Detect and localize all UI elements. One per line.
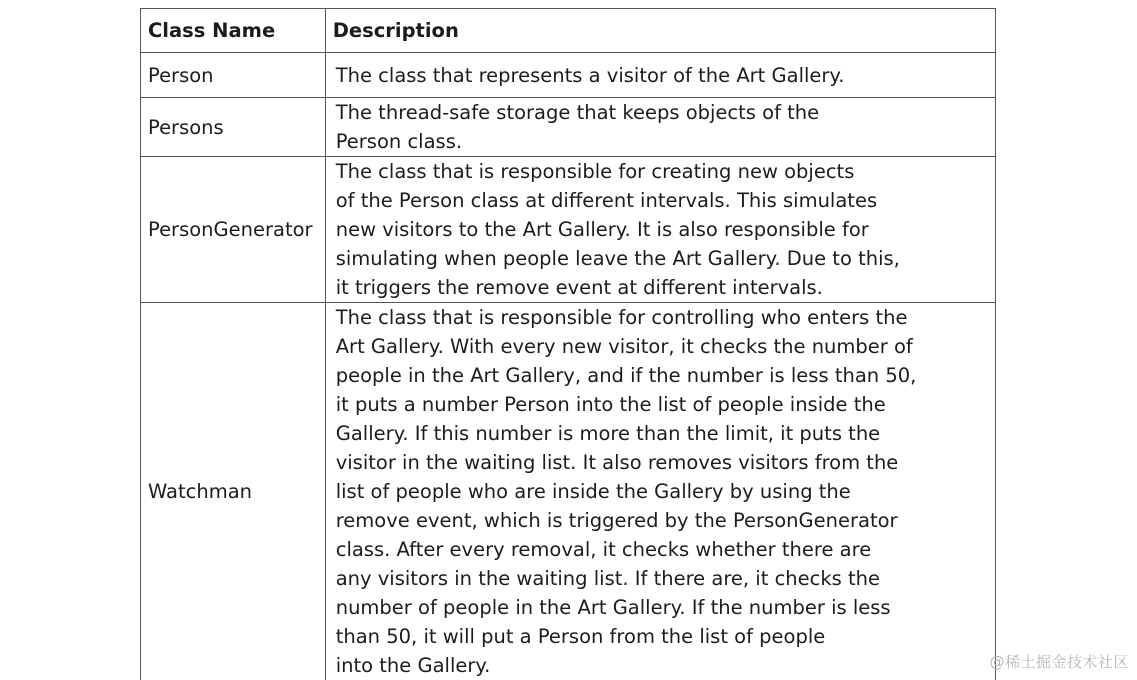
- class-name-cell: PersonGenerator: [141, 157, 326, 303]
- description-cell: The class that is responsible for controlling who enters the Art Gallery. With every new visitor, it checks the number of people in the Art Gallery, and if the number is less than 50, it puts a number Person into the list of people inside the Gallery. If this number is more than the limit, it puts the visitor in the waiting list. It also removes visitors from the list of people who are inside the Gallery by using the remove event, which is triggered by the PersonGenerator class. After every removal, it checks whether there are any visitors in the waiting list. If there are, it checks the number of people in the Art Gallery. If the number is less than 50, it will put a Person from the list of people into the Gallery.: [325, 303, 995, 680]
- table-row: [141, 53, 996, 98]
- class-name-cell: Person: [141, 53, 326, 98]
- class-name-cell: Watchman: [141, 303, 326, 680]
- class-name-cell: Persons: [141, 98, 326, 157]
- watermark: @稀土掘金技术社区: [989, 653, 1129, 671]
- table-row: [141, 303, 996, 680]
- table-row: [141, 98, 996, 157]
- table-row: [141, 157, 996, 303]
- description-cell: The thread-safe storage that keeps objects of the Person class.: [325, 98, 995, 157]
- header-class-name: Class Name: [141, 9, 326, 53]
- table-header-row: [141, 9, 996, 53]
- class-description-table: [140, 8, 996, 680]
- description-cell: The class that is responsible for creating new objects of the Person class at different intervals. This simulates new visitors to the Art Gallery. It is also responsible for simulating when people leave the Art Gallery. Due to this, it triggers the remove event at different intervals.: [325, 157, 995, 303]
- header-description: Description: [325, 9, 995, 53]
- description-cell: The class that represents a visitor of the Art Gallery.: [325, 53, 995, 98]
